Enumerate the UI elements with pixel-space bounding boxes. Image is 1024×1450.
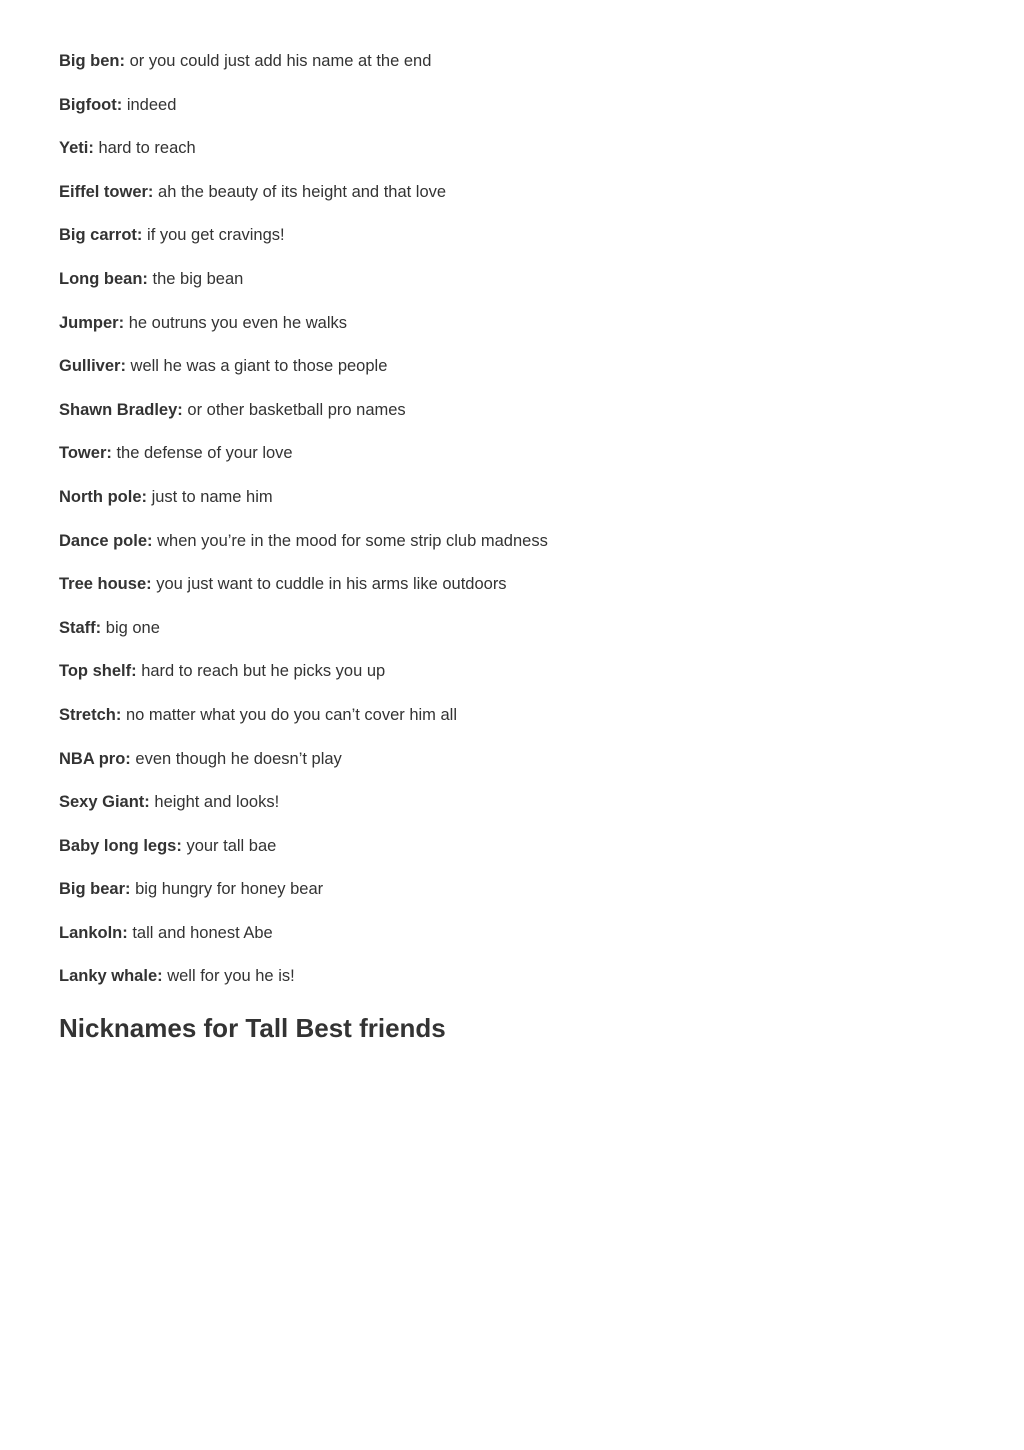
nickname-description: even though he doesn’t play [135, 749, 342, 768]
nickname-entry [59, 963, 989, 1007]
nickname-term: Staff: [59, 618, 102, 637]
nickname-description: hard to reach [98, 139, 196, 158]
nickname-description: ah the beauty of its height and that love [158, 182, 447, 201]
nickname-term: Yeti: [59, 139, 94, 158]
nickname-entry [59, 571, 989, 615]
nickname-entry [59, 135, 989, 179]
document-page [59, 48, 989, 1045]
nickname-term: Lankoln: [59, 923, 128, 942]
nickname-term: NBA pro: [59, 749, 131, 768]
nickname-entry [59, 876, 989, 920]
nickname-entry [59, 702, 989, 746]
nickname-term: Big ben: [59, 52, 125, 70]
nickname-term: Gulliver: [59, 357, 126, 376]
nickname-term: Lanky whale: [59, 967, 163, 986]
nickname-term: Tree house: [59, 575, 152, 594]
nickname-term: Stretch: [59, 705, 122, 724]
nickname-term: North pole: [59, 487, 147, 506]
nickname-entry [59, 222, 989, 266]
nickname-entry [59, 397, 989, 441]
nickname-term: Top shelf: [59, 662, 137, 681]
nickname-entry [59, 92, 989, 136]
nickname-entry [59, 920, 989, 964]
nickname-term: Big bear: [59, 880, 131, 899]
nickname-term: Shawn Bradley: [59, 400, 183, 419]
nickname-entry [59, 789, 989, 833]
nickname-description: the defense of your love [116, 444, 293, 463]
nickname-description: your tall bae [186, 836, 277, 855]
nickname-description: big hungry for honey bear [135, 880, 324, 899]
nickname-description: the big bean [152, 269, 244, 288]
nickname-entry [59, 746, 989, 790]
nickname-term: Eiffel tower: [59, 182, 154, 201]
nickname-description: big one [105, 618, 160, 637]
nickname-description: or you could just add his name at the end [129, 52, 432, 70]
nickname-entry [59, 528, 989, 572]
nickname-term: Dance pole: [59, 531, 153, 550]
nickname-entry [59, 484, 989, 528]
nickname-term: Long bean: [59, 269, 148, 288]
nickname-description: you just want to cuddle in his arms like outdoors [156, 575, 507, 594]
nickname-term: Tower: [59, 444, 112, 463]
nickname-entry [59, 615, 989, 659]
nickname-description: if you get cravings! [147, 226, 285, 245]
nickname-description: just to name him [151, 487, 273, 506]
nickname-entry [59, 353, 989, 397]
nickname-term: Sexy Giant: [59, 793, 150, 812]
nickname-list [59, 48, 989, 1007]
nickname-entry [59, 310, 989, 354]
nickname-description: indeed [126, 95, 177, 114]
nickname-term: Baby long legs: [59, 836, 182, 855]
nickname-entry [59, 266, 989, 310]
nickname-term: Bigfoot: [59, 95, 123, 114]
nickname-description: well for you he is! [167, 967, 295, 986]
section-heading: Nicknames for Tall Best friends [59, 1013, 446, 1044]
nickname-description: he outruns you even he walks [128, 313, 348, 332]
nickname-description: well he was a giant to those people [130, 357, 388, 376]
nickname-description: hard to reach but he picks you up [141, 662, 386, 681]
nickname-entry [59, 179, 989, 223]
nickname-description: no matter what you do you can’t cover him all [125, 705, 458, 724]
nickname-entry [59, 440, 989, 484]
nickname-description: tall and honest Abe [132, 923, 273, 942]
nickname-description: height and looks! [154, 793, 280, 812]
nickname-term: Big carrot: [59, 226, 143, 245]
nickname-description: when you’re in the mood for some strip club madness [157, 531, 548, 550]
nickname-entry [59, 48, 989, 92]
nickname-entry [59, 833, 989, 877]
nickname-term: Jumper: [59, 313, 125, 332]
nickname-description: or other basketball pro names [187, 400, 406, 419]
nickname-entry [59, 658, 989, 702]
